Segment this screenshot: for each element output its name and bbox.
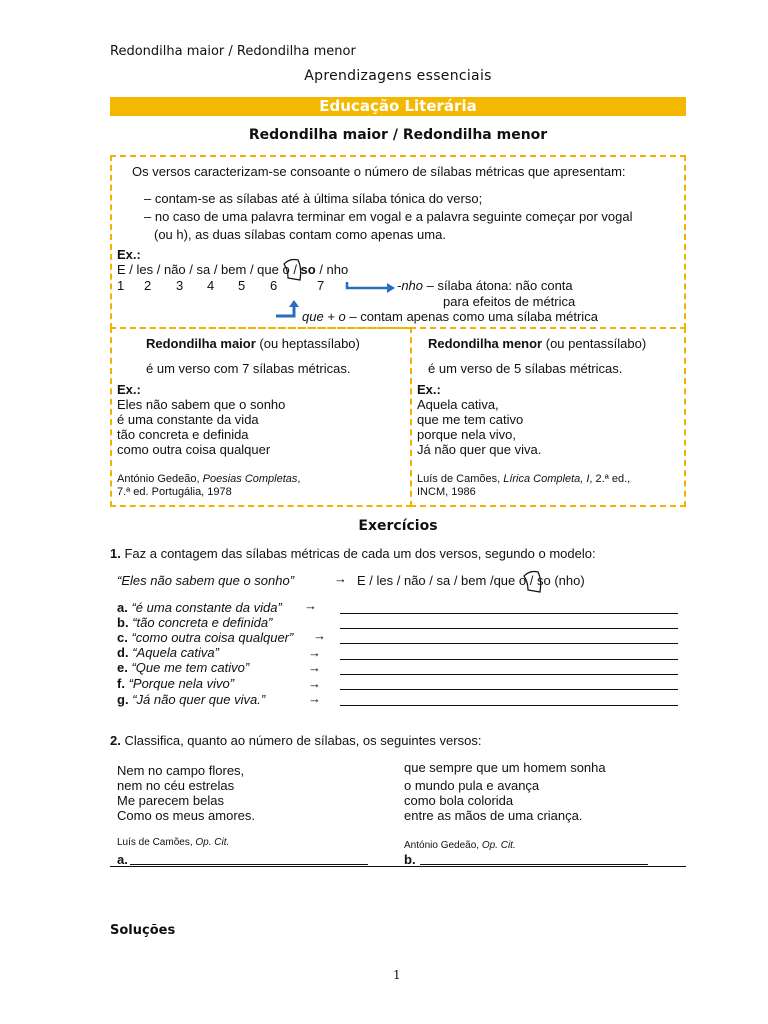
- maior-source: [117, 473, 300, 485]
- poem-a-verse: Me parecem belas: [117, 793, 224, 808]
- maior-verse: como outra coisa qualquer: [117, 442, 271, 457]
- question-1: [110, 546, 596, 561]
- item-verse: “Aquela cativa”: [132, 645, 219, 660]
- item-letter: a.: [117, 600, 128, 615]
- maior-verse: é uma constante da vida: [117, 412, 259, 427]
- poem-b-work: Op. Cit.: [481, 840, 516, 851]
- maior-verse: tão concreta e definida: [117, 427, 249, 442]
- answer-a-line[interactable]: [130, 864, 368, 865]
- answer-line-a[interactable]: [340, 613, 678, 614]
- syllables-pre: E / les / não / sa / bem / que o /: [117, 262, 301, 277]
- maior-example-label: Ex.:: [117, 382, 141, 397]
- num-7: 7: [317, 278, 325, 293]
- model-answer-pre: E / les / não / sa / bem /: [357, 573, 494, 588]
- arrow-right-icon: [345, 280, 397, 294]
- answer-line-g[interactable]: [340, 705, 678, 706]
- menor-verse: Aquela cativa,: [417, 397, 499, 412]
- menor-description: é um verso de 5 sílabas métricas.: [428, 361, 623, 376]
- arrow-icon: →: [308, 660, 321, 675]
- syllables-tonic: so: [300, 262, 316, 277]
- exercise-item-c: [117, 630, 293, 645]
- answer-line-d[interactable]: [340, 659, 678, 660]
- queo-term: que + o: [302, 309, 346, 324]
- answer-line-b[interactable]: [340, 628, 678, 629]
- exercise-item-d: [117, 645, 219, 660]
- num-3: 3: [176, 278, 184, 293]
- q2-number: 2.: [110, 733, 121, 748]
- menor-verse: que me tem cativo: [417, 412, 524, 427]
- section-subtitle: Redondilha maior / Redondilha menor: [248, 127, 548, 143]
- arrow-icon: →: [308, 691, 321, 706]
- q1-text: Faz a contagem das sílabas métricas de cada um dos versos, segundo o modelo:: [120, 546, 596, 561]
- maior-title-rest: (ou heptassílabo): [255, 336, 360, 351]
- maior-verse: Eles não sabem que o sonho: [117, 397, 286, 412]
- arrow-icon: →: [313, 628, 326, 643]
- poem-a-verse: Como os meus amores.: [117, 808, 255, 823]
- item-verse: “como outra coisa qualquer”: [131, 630, 294, 645]
- maior-source-rest: ,: [297, 473, 301, 485]
- page-title: Aprendizagens essenciais: [304, 68, 492, 84]
- item-verse: “Que me tem cativo”: [131, 660, 250, 675]
- num-1: 1: [117, 278, 125, 293]
- exercise-item-f: [117, 676, 234, 691]
- nho-note: [397, 278, 573, 293]
- num-4: 4: [207, 278, 215, 293]
- poem-a-work: Op. Cit.: [195, 837, 230, 848]
- maior-description: é um verso com 7 sílabas métricas.: [146, 361, 351, 376]
- item-verse: “Porque nela vivo”: [128, 676, 235, 691]
- item-verse: “Já não quer que viva.”: [132, 692, 266, 707]
- intro-box: [110, 155, 686, 329]
- menor-example-label: Ex.:: [417, 382, 441, 397]
- maior-source-work: Poesias Completas: [202, 473, 298, 485]
- answer-b-label: b.: [404, 852, 416, 867]
- maior-title-bold: Redondilha maior: [146, 336, 256, 351]
- section-bar: Educação Literária: [110, 97, 686, 116]
- running-header: Redondilha maior / Redondilha menor: [110, 44, 356, 59]
- exercises-title: Exercícios: [358, 518, 438, 534]
- exercise-item-a: [117, 600, 282, 615]
- item-letter: d.: [117, 645, 129, 660]
- item-letter: e.: [117, 660, 128, 675]
- menor-verse: porque nela vivo,: [417, 427, 517, 442]
- poem-a-verse: nem no céu estrelas: [117, 778, 235, 793]
- poem-b-verse: o mundo pula e avança: [404, 778, 540, 793]
- item-letter: f.: [117, 676, 125, 691]
- intro-lead: Os versos caracterizam-se consoante o número de sílabas métricas que apresentam:: [132, 164, 626, 179]
- poem-a-author: Luís de Camões,: [117, 837, 196, 848]
- menor-source-work: Lírica Completa, I: [503, 473, 590, 485]
- poem-a-source: [117, 837, 229, 848]
- item-letter: b.: [117, 615, 129, 630]
- poem-b-verse: que sempre que um homem sonha: [404, 760, 606, 775]
- model-answer: [357, 573, 585, 588]
- answer-b-line[interactable]: [420, 864, 648, 865]
- item-verse: “é uma constante da vida”: [131, 600, 282, 615]
- model-arrow-icon: →: [334, 571, 347, 586]
- maior-source-author: António Gedeão,: [117, 473, 203, 485]
- intro-example-label: Ex.:: [117, 247, 141, 262]
- elision-curve-icon: [522, 568, 544, 594]
- menor-title-bold: Redondilha menor: [428, 336, 543, 351]
- menor-source-edition: INCM, 1986: [417, 486, 476, 498]
- q1-number: 1.: [110, 546, 121, 561]
- syllable-split: [117, 262, 348, 277]
- num-6: 6: [270, 278, 278, 293]
- arrow-up-icon: [274, 298, 302, 320]
- poem-b-verse: como bola colorida: [404, 793, 514, 808]
- page-number: 1: [393, 968, 401, 982]
- menor-source-rest: , 2.ª ed.,: [589, 473, 631, 485]
- nho-note-2: para efeitos de métrica: [443, 294, 576, 309]
- maior-source-edition: 7.ª ed. Portugália, 1978: [117, 486, 232, 498]
- model-answer-mid: que o: [493, 573, 527, 588]
- arrow-icon: →: [304, 598, 317, 613]
- exercise-item-e: [117, 660, 249, 675]
- queo-desc: – contam apenas como uma sílaba métrica: [345, 309, 598, 324]
- answer-line-f[interactable]: [340, 689, 678, 690]
- model-answer-post: / so (nho): [529, 573, 585, 588]
- poem-b-author: António Gedeão,: [404, 840, 482, 851]
- menor-title: [428, 336, 646, 351]
- num-2: 2: [144, 278, 152, 293]
- syllables-post: / nho: [315, 262, 349, 277]
- answer-a-label: a.: [117, 852, 128, 867]
- exercise-item-b: [117, 615, 272, 630]
- poem-a-verse: Nem no campo flores,: [117, 763, 245, 778]
- item-letter: g.: [117, 692, 129, 707]
- q2-text: Classifica, quanto ao número de sílabas, os seguintes versos:: [120, 733, 482, 748]
- intro-rule-2a: – no caso de uma palavra terminar em vogal e a palavra seguinte começar por vogal: [144, 209, 633, 224]
- poem-b-verse: entre as mãos de uma criança.: [404, 808, 583, 823]
- model-verse: “Eles não sabem que o sonho”: [117, 573, 295, 588]
- exercise-item-g: [117, 692, 265, 707]
- arrow-icon: →: [308, 645, 321, 660]
- item-letter: c.: [117, 630, 128, 645]
- divider: [110, 866, 686, 867]
- menor-source: [417, 473, 630, 485]
- nho-term: -nho: [397, 278, 424, 293]
- num-5: 5: [238, 278, 246, 293]
- menor-verse: Já não quer que viva.: [417, 442, 542, 457]
- answer-line-e[interactable]: [340, 674, 678, 675]
- menor-title-rest: (ou pentassílabo): [542, 336, 647, 351]
- solutions-title: Soluções: [110, 923, 176, 938]
- intro-rule-2b: (ou h), as duas sílabas contam como apenas uma.: [154, 227, 446, 242]
- answer-line-c[interactable]: [340, 643, 678, 644]
- nho-desc: – sílaba átona: não conta: [423, 278, 573, 293]
- menor-source-author: Luís de Camões,: [417, 473, 504, 485]
- question-2: [110, 733, 481, 748]
- item-verse: “tão concreta e definida”: [132, 615, 273, 630]
- maior-title: [146, 336, 360, 351]
- elision-curve-icon: [282, 256, 304, 282]
- poem-b-source: [404, 840, 516, 851]
- queo-note: [302, 309, 598, 324]
- intro-rule-1: – contam-se as sílabas até à última sílaba tónica do verso;: [144, 191, 483, 206]
- arrow-icon: →: [308, 676, 321, 691]
